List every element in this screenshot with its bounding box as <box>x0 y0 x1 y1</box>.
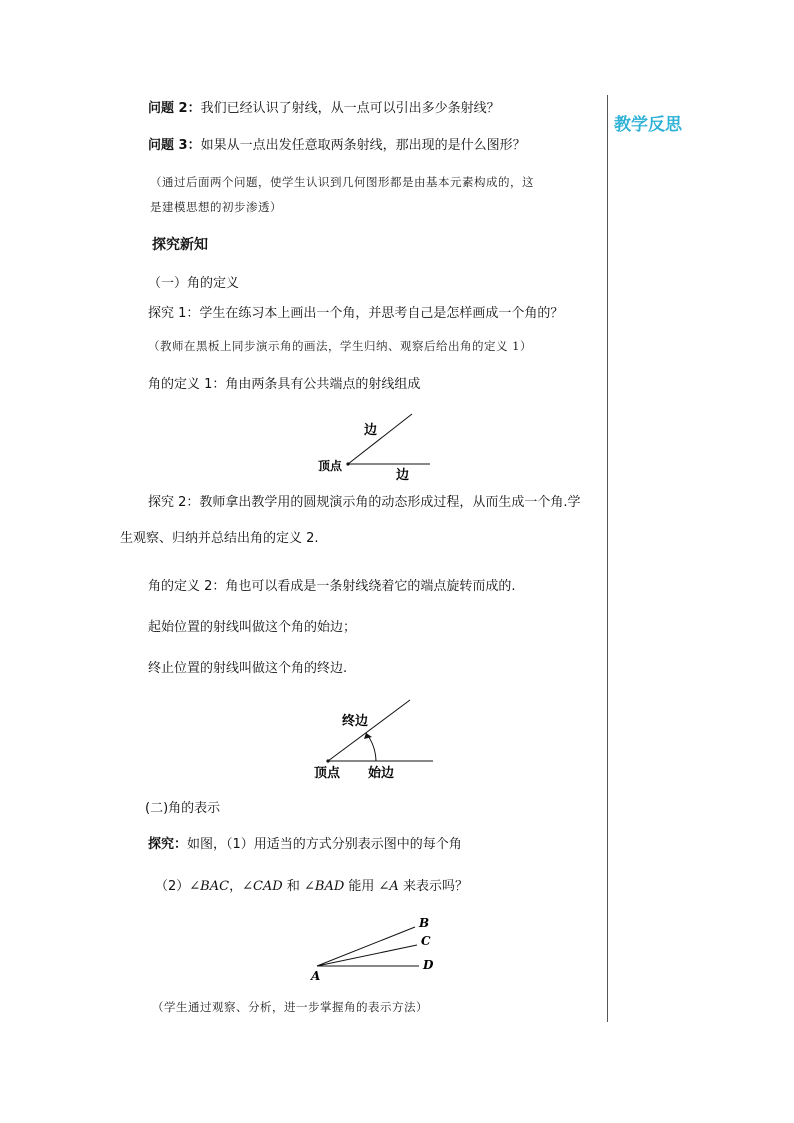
angle-question-part: （2） <box>155 879 190 894</box>
separator: ， <box>229 879 243 894</box>
point-d-label: D <box>423 958 434 972</box>
column-divider <box>607 95 608 1022</box>
question-2-label: 问题 2： <box>148 101 201 116</box>
subsection-1: （一）角的定义 <box>148 276 240 291</box>
sidebar-title: 教学反思 <box>614 115 682 135</box>
angle-diagram-3 <box>305 912 445 984</box>
explore-3-text: 如图，（1）用适当的方式分别表示图中的每个角 <box>187 837 462 852</box>
lower-side-label: 边 <box>396 468 410 483</box>
terminal-ray <box>328 700 410 761</box>
note-2: （教师在黑板上同步演示角的画法，学生归纳、观察后给出角的定义 1） <box>148 339 532 353</box>
ray-ac <box>317 945 417 966</box>
question-3-text: 如果从一点出发任意取两条射线，那出现的是什么图形？ <box>200 138 526 153</box>
start-side-text: 起始位置的射线叫做这个角的始边； <box>148 620 357 635</box>
section-heading: 探究新知 <box>152 237 208 253</box>
terminal-side-label: 终边 <box>342 714 369 729</box>
explore-3 <box>148 836 462 854</box>
ray-ab <box>317 927 415 966</box>
question-3-label: 问题 3： <box>148 138 201 153</box>
note-3: （学生通过观察、分析，进一步掌握角的表示方法） <box>152 1000 428 1014</box>
question-2-text: 我们已经认识了射线，从一点可以引出多少条射线？ <box>200 101 500 116</box>
vertex-dot <box>326 759 329 762</box>
point-c-label: C <box>421 934 431 948</box>
note-1-line-2: 是建模思想的初步渗透） <box>150 200 282 214</box>
question-3 <box>148 137 526 155</box>
angle-a: ∠A <box>378 879 399 894</box>
initial-side-label: 始边 <box>368 766 395 781</box>
question-2 <box>148 100 500 118</box>
angle-diagram-1 <box>300 410 460 485</box>
explore-1: 探究 1：学生在练习本上画出一个角，并思考自己是怎样画成一个角的？ <box>148 306 564 321</box>
vertex-dot <box>346 462 349 465</box>
angle-bac: ∠BAC <box>189 879 230 894</box>
explore-3-label: 探究： <box>148 837 188 852</box>
definition-1: 角的定义 1：角由两条具有公共端点的射线组成 <box>148 377 421 392</box>
point-a-label: A <box>311 969 321 983</box>
point-b-label: B <box>419 916 430 930</box>
upper-ray <box>348 414 412 464</box>
angle-diagram-2 <box>300 695 450 785</box>
explore-2-line-2: 生观察、归纳并总结出角的定义 2. <box>120 531 319 546</box>
note-1-line-1: （通过后面两个问题，使学生认识到几何图形都是由基本元素构成的，这 <box>150 175 534 189</box>
definition-2: 角的定义 2：角也可以看成是一条射线绕着它的端点旋转而成的. <box>148 579 516 594</box>
angle-cad: ∠CAD <box>242 879 283 894</box>
vertex-label: 顶点 <box>318 459 343 473</box>
upper-side-label: 边 <box>364 423 378 438</box>
angle-bad: ∠BAD <box>304 879 345 894</box>
angle-question <box>155 878 468 896</box>
subsection-2: (二)角的表示 <box>145 801 221 816</box>
explore-2-line-1: 探究 2：教师拿出教学用的圆规演示角的动态形成过程，从而生成一个角.学 <box>148 495 581 510</box>
verb-phrase: 能用 <box>344 879 379 894</box>
conjunction: 和 <box>282 879 304 894</box>
vertex-label: 顶点 <box>314 766 341 781</box>
end-side-text: 终止位置的射线叫做这个角的终边. <box>148 661 348 676</box>
question-tail: 来表示吗？ <box>398 879 468 894</box>
